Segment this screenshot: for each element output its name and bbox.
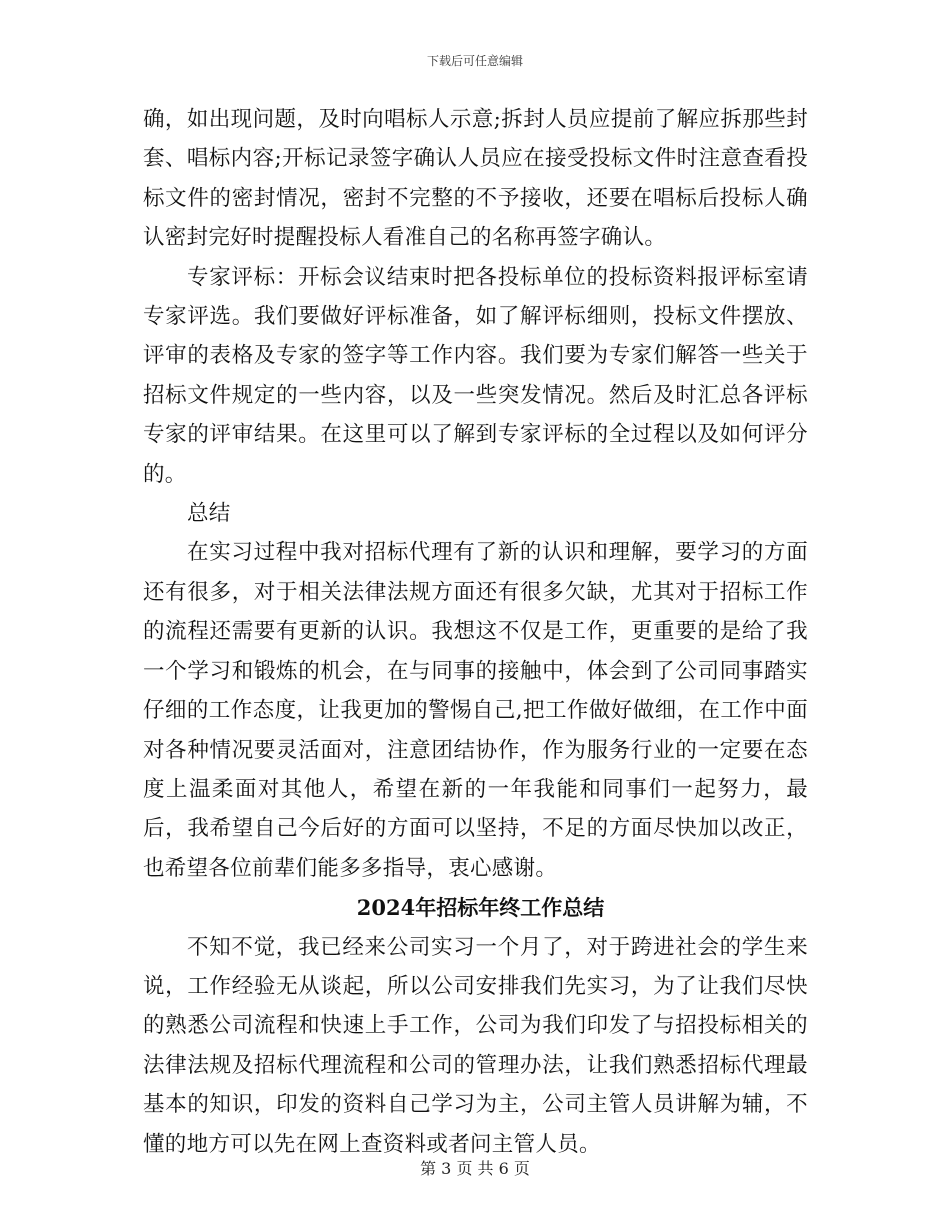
document-body (143, 100, 808, 1164)
document-heading: 2024年招标年终工作总结 (356, 895, 605, 921)
page-number-footer: 第 3 页 共 6 页 (420, 1159, 530, 1178)
paragraph-expert-review: 专家评标：开标会议结束时把各投标单位的投标资料报评标室请专家评选。我们要做好评标准备，如了解评标细则，投标文件摆放、评审的表格及专家的签字等工作内容。我们要为专家们解答一些关于招标文件规定的一些内容，以及一些突发情况。然后及时汇总各评标专家的评审结果。在这里可以了解到专家评标的全过程以及如何评分的。 (143, 264, 808, 487)
paragraph-summary: 在实习过程中我对招标代理有了新的认识和理解，要学习的方面还有很多，对于相关法律法规方面还有很多欠缺，尤其对于招标工作的流程还需要有更新的认识。我想这不仅是工作，更重要的是给了我一个学习和锻炼的机会，在与同事的接触中，体会到了公司同事踏实仔细的工作态度，让我更加的警惕自己,把工作做好做细，在工作中面对各种情况要灵活面对，注意团结协作，作为服务行业的一定要在态度上温柔面对其他人，希望在新的一年我能和同事们一起努力，最后，我希望自己今后好的方面可以坚持，不足的方面尽快加以改正，也希望各位前辈们能多多指导，衷心感谢。 (143, 540, 808, 881)
paragraph-continuation: 确，如出现问题，及时向唱标人示意;拆封人员应提前了解应拆那些封套、唱标内容;开标记录签字确认人员应在接受投标文件时注意查看投标文件的密封情况，密封不完整的不予接收，还要在唱标后投标人确认密封完好时提醒投标人看准自己的名称再签字确认。 (143, 107, 808, 251)
paragraph-intro: 不知不觉，我已经来公司实习一个月了，对于跨进社会的学生来说，工作经验无从谈起，所以公司安排我们先实习，为了让我们尽快的熟悉公司流程和快速上手工作，公司为我们印发了与招投标相关的法律法规及招标代理流程和公司的管理办法，让我们熟悉招标代理最基本的知识，印发的资料自己学习为主，公司主管人员讲解为辅，不懂的地方可以先在网上查资料或者问主管人员。 (143, 934, 808, 1157)
page-header-note: 下载后可任意编辑 (426, 54, 523, 68)
section-label-summary: 总结 (187, 501, 231, 527)
